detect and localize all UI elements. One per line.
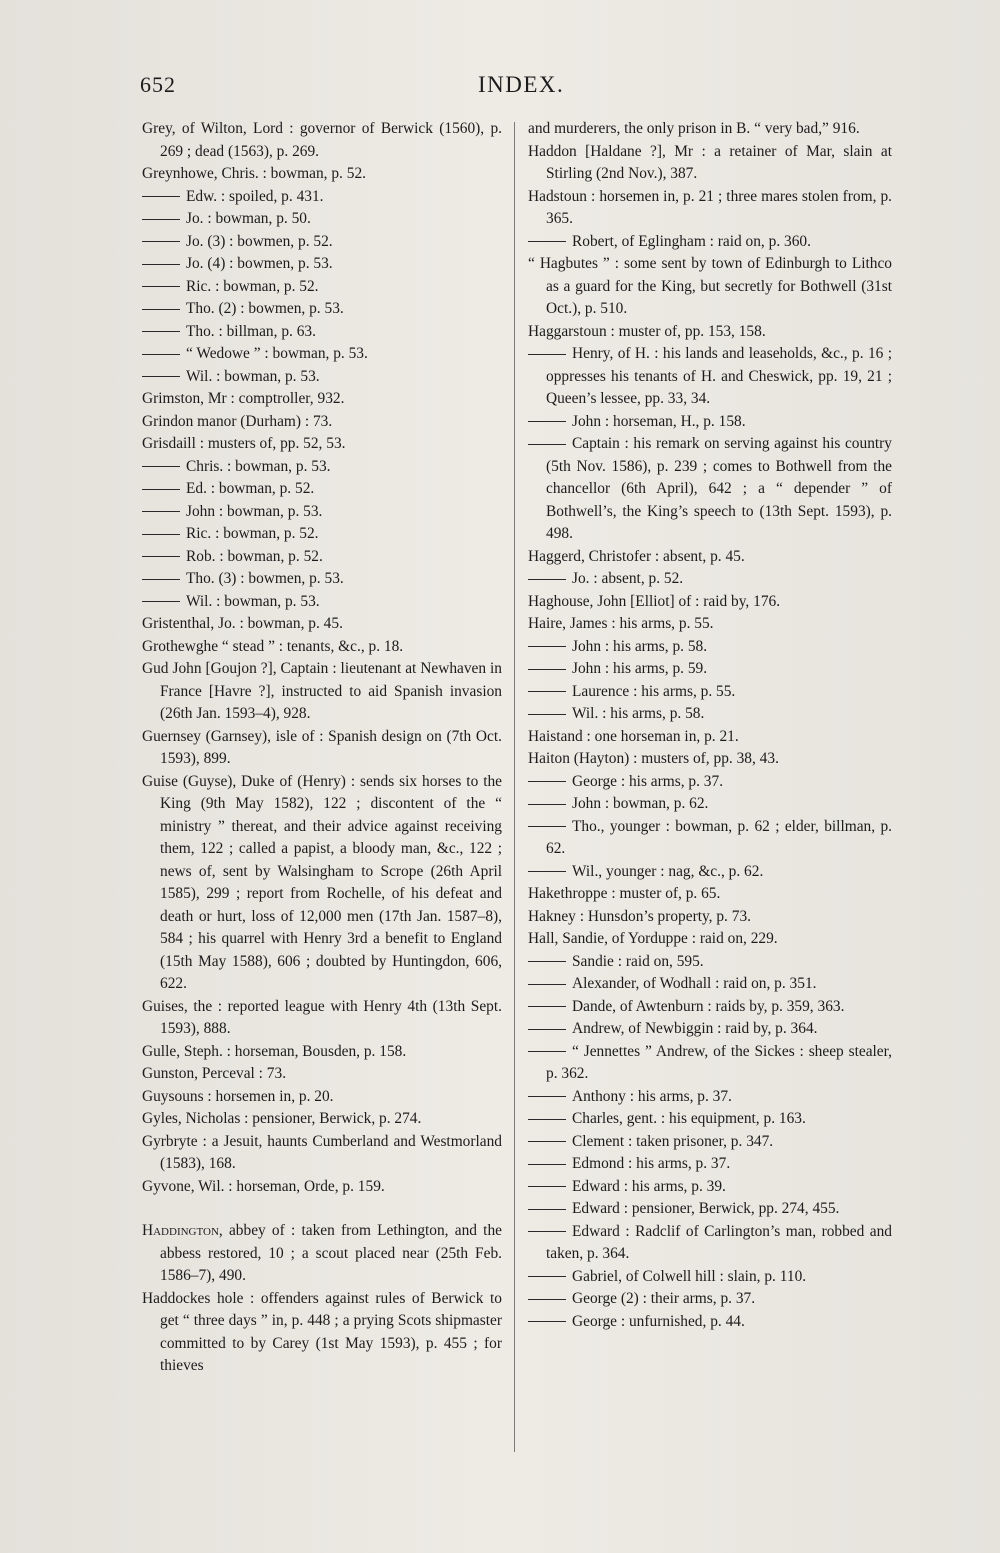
ditto-dash — [142, 331, 180, 332]
index-entry — [528, 793, 892, 816]
entry-text: Edw. : spoiled, p. 431. — [186, 187, 324, 205]
index-entry — [528, 343, 892, 411]
entry-text: John : his arms, p. 59. — [572, 660, 708, 677]
ditto-dash — [142, 489, 180, 490]
ditto-dash — [528, 421, 566, 422]
ditto-dash — [528, 1186, 566, 1187]
entry-text: Alexander, of Wodhall : raid on, p. 351. — [572, 975, 817, 992]
ditto-dash — [528, 1141, 566, 1142]
index-entry — [142, 1108, 502, 1131]
index-entry — [142, 231, 502, 254]
entry-text: Haistand : one horseman in, p. 21. — [528, 727, 739, 745]
entry-text: Henry, of H. : his lands and leaseholds, &c., p. 16 ; oppresses his tenants of H. and Cheswick, pp. 19, 21 ; Queen’s lessee, pp. 33, 34. — [546, 345, 892, 407]
index-entry — [142, 546, 502, 569]
ditto-dash — [528, 781, 566, 782]
entry-text: Haggerd, Christofer : absent, p. 45. — [528, 547, 745, 565]
index-entry — [142, 1220, 502, 1288]
index-entry — [528, 703, 892, 726]
ditto-dash — [528, 579, 566, 580]
entry-text: Hadstoun : horsemen in, p. 21 ; three mares stolen from, p. 365. — [528, 187, 892, 227]
ditto-dash — [528, 1299, 566, 1300]
entry-text: Wil. : his arms, p. 58. — [572, 705, 705, 722]
ditto-dash — [142, 376, 180, 377]
index-entry — [528, 141, 892, 186]
index-entry — [142, 456, 502, 479]
entry-text: Gud John [Goujon ?], Captain : lieutenant at Newhaven in France [Havre ?], instructed to aid Spanish invasion (26th Jan. 1593–4), 928. — [142, 660, 502, 722]
index-entry — [142, 276, 502, 299]
entry-text: Edward : his arms, p. 39. — [572, 1177, 726, 1195]
index-entry — [528, 1176, 892, 1199]
entry-text: “ Hagbutes ” : some sent by town of Edinburgh to Lithco as a guard for the King, but secretly for Bothwell (31st Oct.), p. 510. — [528, 255, 892, 317]
entry-text: Guernsey (Garnsey), isle of : Spanish design on (7th Oct. 1593), 899. — [142, 727, 502, 767]
index-entry — [528, 568, 892, 591]
entry-text: Wil. : bowman, p. 53. — [186, 367, 320, 385]
index-entry — [142, 343, 502, 366]
entry-text: Guise (Guyse), Duke of (Henry) : sends six horses to the King (9th May 1582), 122 ; discontent of the “ ministry ” thereat, and their advice against receiving them, 122 ; called a papist, a bloody man, &c., 122 ; news of, sent by Walsingham to Scrope (26th April 1585), 299 ; report from Rochelle, of his defeat and death or hurt, loss of 12,000 men (17th Jan. 1587–8), 584 ; his quarrel with Henry 3rd a benefit to England (15th May 1588), 606 ; doubted by Huntingdon, 606, 622. — [142, 772, 502, 992]
entry-text: Haddockes hole : offenders against rules of Berwick to get “ three days ” in, p. 448 ; a prying Scots shipmaster committed to by Carey (1st May 1593), p. 455 ; for thieves — [142, 1289, 502, 1374]
entry-text: Hakney : Hunsdon’s property, p. 73. — [528, 907, 751, 925]
ditto-dash — [142, 309, 180, 310]
ditto-dash — [528, 1096, 566, 1097]
entry-text: Clement : taken prisoner, p. 347. — [572, 1132, 774, 1150]
ditto-dash — [528, 669, 566, 670]
ditto-dash — [528, 804, 566, 805]
entry-text: Haddon [Haldane ?], Mr : a retainer of Mar, slain at Stirling (2nd Nov.), 387. — [528, 142, 892, 182]
running-title: INDEX. — [478, 72, 565, 97]
ditto-dash — [528, 984, 566, 985]
index-entry — [528, 546, 892, 569]
entry-text: Captain : his remark on serving against his country (5th Nov. 1586), p. 239 ; comes to Bothwell from the chancellor (6th April), 642 ; a “ depender ” of Bothwell’s, the King’s speech to (13th Sept. 1593), p. 498. — [546, 435, 892, 542]
entry-text: Tho. (2) : bowmen, p. 53. — [186, 300, 344, 317]
index-entry — [528, 411, 892, 434]
index-entry — [142, 1041, 502, 1064]
index-entry — [528, 1108, 892, 1131]
index-entry — [142, 366, 502, 389]
ditto-dash — [528, 1164, 566, 1165]
index-entry — [528, 928, 892, 951]
index-column-left — [142, 118, 502, 1378]
index-entry — [528, 906, 892, 929]
index-entry — [528, 658, 892, 681]
index-entry — [528, 186, 892, 231]
entry-text: George (2) : their arms, p. 37. — [572, 1290, 756, 1307]
ditto-dash — [528, 1231, 566, 1232]
ditto-dash — [528, 444, 566, 445]
ditto-dash — [142, 601, 180, 602]
entry-text: Andrew, of Newbiggin : raid by, p. 364. — [572, 1020, 818, 1037]
index-entry — [528, 861, 892, 884]
index-entry — [528, 748, 892, 771]
ditto-dash — [528, 1321, 566, 1322]
ditto-dash — [528, 714, 566, 715]
entry-text: Gyvone, Wil. : horseman, Orde, p. 159. — [142, 1177, 385, 1195]
entry-text: Gyles, Nicholas : pensioner, Berwick, p. 274. — [142, 1110, 422, 1127]
index-entry — [528, 1086, 892, 1109]
index-entry — [142, 636, 502, 659]
entry-text: Grothewghe “ stead ” : tenants, &c., p. 18. — [142, 637, 404, 655]
entry-text: Guises, the : reported league with Henry 4th (13th Sept. 1593), 888. — [142, 997, 502, 1037]
entry-text: “ Jennettes ” Andrew, of the Sickes : sheep stealer, p. 362. — [546, 1042, 892, 1082]
ditto-dash — [142, 511, 180, 512]
entry-text: Tho. (3) : bowmen, p. 53. — [186, 570, 344, 587]
ditto-dash — [142, 579, 180, 580]
entry-text: Gabriel, of Colwell hill : slain, p. 110. — [572, 1267, 807, 1285]
index-entry — [528, 231, 892, 254]
index-entry — [528, 433, 892, 546]
entry-text: Haiton (Hayton) : musters of, pp. 38, 43. — [528, 750, 779, 767]
entry-text: John : horseman, H., p. 158. — [572, 412, 746, 430]
index-entry — [142, 1288, 502, 1378]
ditto-dash — [142, 534, 180, 535]
index-entry — [142, 433, 502, 456]
entry-text: Charles, gent. : his equipment, p. 163. — [572, 1110, 806, 1127]
entry-text: George : unfurnished, p. 44. — [572, 1312, 745, 1330]
index-entry — [528, 118, 892, 141]
entry-heading: Haddington — [142, 1222, 219, 1239]
index-entry — [528, 1311, 892, 1334]
index-entry — [528, 253, 892, 321]
ditto-dash — [142, 241, 180, 242]
entry-text: John : bowman, p. 62. — [572, 795, 709, 812]
ditto-dash — [142, 286, 180, 287]
ditto-dash — [142, 556, 180, 557]
entry-text: Chris. : bowman, p. 53. — [186, 457, 331, 475]
index-entry — [528, 973, 892, 996]
entry-text: Haghouse, John [Elliot] of : raid by, 176. — [528, 592, 781, 610]
entry-text: Gristenthal, Jo. : bowman, p. 45. — [142, 615, 343, 632]
index-entry — [142, 1176, 502, 1199]
index-entry — [142, 658, 502, 726]
index-entry — [142, 208, 502, 231]
index-entry — [528, 816, 892, 861]
index-entry — [528, 771, 892, 794]
ditto-dash — [528, 646, 566, 647]
ditto-dash — [142, 466, 180, 467]
entry-text: Grey, of Wilton, Lord : governor of Berwick (1560), p. 269 ; dead (1563), p. 269. — [142, 120, 502, 160]
index-entry — [528, 883, 892, 906]
ditto-dash — [142, 264, 180, 265]
index-entry — [142, 771, 502, 996]
index-entry — [528, 1288, 892, 1311]
ditto-dash — [142, 354, 180, 355]
index-entry — [528, 1041, 892, 1086]
index-entry — [142, 388, 502, 411]
entry-text: Gyrbryte : a Jesuit, haunts Cumberland and Westmorland (1583), 168. — [142, 1132, 502, 1172]
index-entry — [528, 636, 892, 659]
index-entry — [528, 1198, 892, 1221]
index-entry — [142, 163, 502, 186]
index-entry — [142, 1063, 502, 1086]
ditto-dash — [528, 871, 566, 872]
index-entry — [528, 996, 892, 1019]
index-entry — [142, 996, 502, 1041]
ditto-dash — [528, 1006, 566, 1007]
page-header — [140, 72, 880, 112]
page-number: 652 — [140, 72, 176, 97]
column-divider — [514, 122, 515, 1452]
index-entry — [528, 726, 892, 749]
entry-text: Sandie : raid on, 595. — [572, 952, 704, 970]
entry-text: Robert, of Eglingham : raid on, p. 360. — [572, 232, 811, 250]
entry-text: Edmond : his arms, p. 37. — [572, 1155, 731, 1172]
entry-text: Wil. : bowman, p. 53. — [186, 592, 320, 610]
entry-text: Jo. : absent, p. 52. — [572, 570, 684, 587]
ditto-dash — [528, 1051, 566, 1052]
index-entry — [528, 1221, 892, 1266]
index-entry — [142, 1131, 502, 1176]
entry-text: Dande, of Awtenburn : raids by, p. 359, 363. — [572, 997, 845, 1015]
ditto-dash — [528, 354, 566, 355]
entry-text: Tho., younger : bowman, p. 62 ; elder, billman, p. 62. — [546, 817, 892, 857]
ditto-dash — [528, 1276, 566, 1277]
index-entry — [142, 613, 502, 636]
index-entry — [142, 478, 502, 501]
entry-text: Jo. : bowman, p. 50. — [186, 210, 311, 227]
index-entry — [528, 1153, 892, 1176]
index-entry — [142, 321, 502, 344]
index-entry — [142, 253, 502, 276]
entry-text: Hall, Sandie, of Yorduppe : raid on, 229. — [528, 930, 778, 947]
ditto-dash — [528, 1119, 566, 1120]
entry-text: Tho. : billman, p. 63. — [186, 322, 316, 340]
index-entry — [142, 1086, 502, 1109]
entry-text: Ric. : bowman, p. 52. — [186, 277, 319, 295]
entry-text: Grimston, Mr : comptroller, 932. — [142, 390, 345, 407]
entry-text: Anthony : his arms, p. 37. — [572, 1087, 732, 1105]
entry-text: John : bowman, p. 53. — [186, 502, 323, 520]
entry-text: Haggarstoun : muster of, pp. 153, 158. — [528, 322, 766, 340]
entry-text: Edward : pensioner, Berwick, pp. 274, 455. — [572, 1200, 840, 1217]
ditto-dash — [142, 219, 180, 220]
index-entry — [528, 321, 892, 344]
ditto-dash — [528, 1029, 566, 1030]
entry-text: and murderers, the only prison in B. “ very bad,” 916. — [528, 120, 860, 137]
entry-text: Ed. : bowman, p. 52. — [186, 480, 315, 497]
entry-text: Grisdaill : musters of, pp. 52, 53. — [142, 435, 346, 452]
entry-text: Ric. : bowman, p. 52. — [186, 525, 319, 542]
entry-text: Grindon manor (Durham) : 73. — [142, 412, 333, 430]
index-entry — [528, 1018, 892, 1041]
ditto-dash — [528, 961, 566, 962]
index-entry — [142, 591, 502, 614]
entry-text: Hakethroppe : muster of, p. 65. — [528, 885, 721, 902]
entry-text: Edward : Radclif of Carlington’s man, robbed and taken, p. 364. — [546, 1222, 892, 1262]
entry-text: George : his arms, p. 37. — [572, 772, 724, 790]
entry-text: Jo. (3) : bowmen, p. 52. — [186, 232, 333, 250]
entry-text: “ Wedowe ” : bowman, p. 53. — [186, 345, 368, 362]
entry-text: , abbey of : taken from Lethington, and the abbess restored, 10 ; a scout placed near (25th Feb. 1586–7), 490. — [160, 1222, 502, 1284]
index-entry — [528, 613, 892, 636]
index-entry — [528, 1266, 892, 1289]
ditto-dash — [528, 826, 566, 827]
index-entry — [142, 186, 502, 209]
entry-text: Greynhowe, Chris. : bowman, p. 52. — [142, 165, 366, 182]
index-entry — [142, 726, 502, 771]
entry-text: Rob. : bowman, p. 52. — [186, 547, 323, 565]
index-entry — [142, 411, 502, 434]
ditto-dash — [528, 1209, 566, 1210]
ditto-dash — [142, 196, 180, 197]
index-entry — [528, 1131, 892, 1154]
entry-text: Gulle, Steph. : horseman, Bousden, p. 158. — [142, 1042, 407, 1060]
index-entry — [142, 298, 502, 321]
ditto-dash — [528, 691, 566, 692]
index-entry — [142, 118, 502, 163]
entry-text: Guysouns : horsemen in, p. 20. — [142, 1087, 334, 1105]
entry-text: Laurence : his arms, p. 55. — [572, 682, 736, 700]
index-entry — [528, 951, 892, 974]
entry-text: Haire, James : his arms, p. 55. — [528, 615, 714, 632]
ditto-dash — [528, 241, 566, 242]
entry-text: Jo. (4) : bowmen, p. 53. — [186, 255, 333, 272]
entry-text: Gunston, Perceval : 73. — [142, 1065, 287, 1082]
index-entry — [142, 568, 502, 591]
entry-text: Wil., younger : nag, &c., p. 62. — [572, 862, 764, 880]
index-entry — [528, 681, 892, 704]
index-entry — [142, 501, 502, 524]
index-column-right — [528, 118, 892, 1333]
entry-text: John : his arms, p. 58. — [572, 637, 708, 655]
index-entry — [528, 591, 892, 614]
index-entry — [142, 523, 502, 546]
